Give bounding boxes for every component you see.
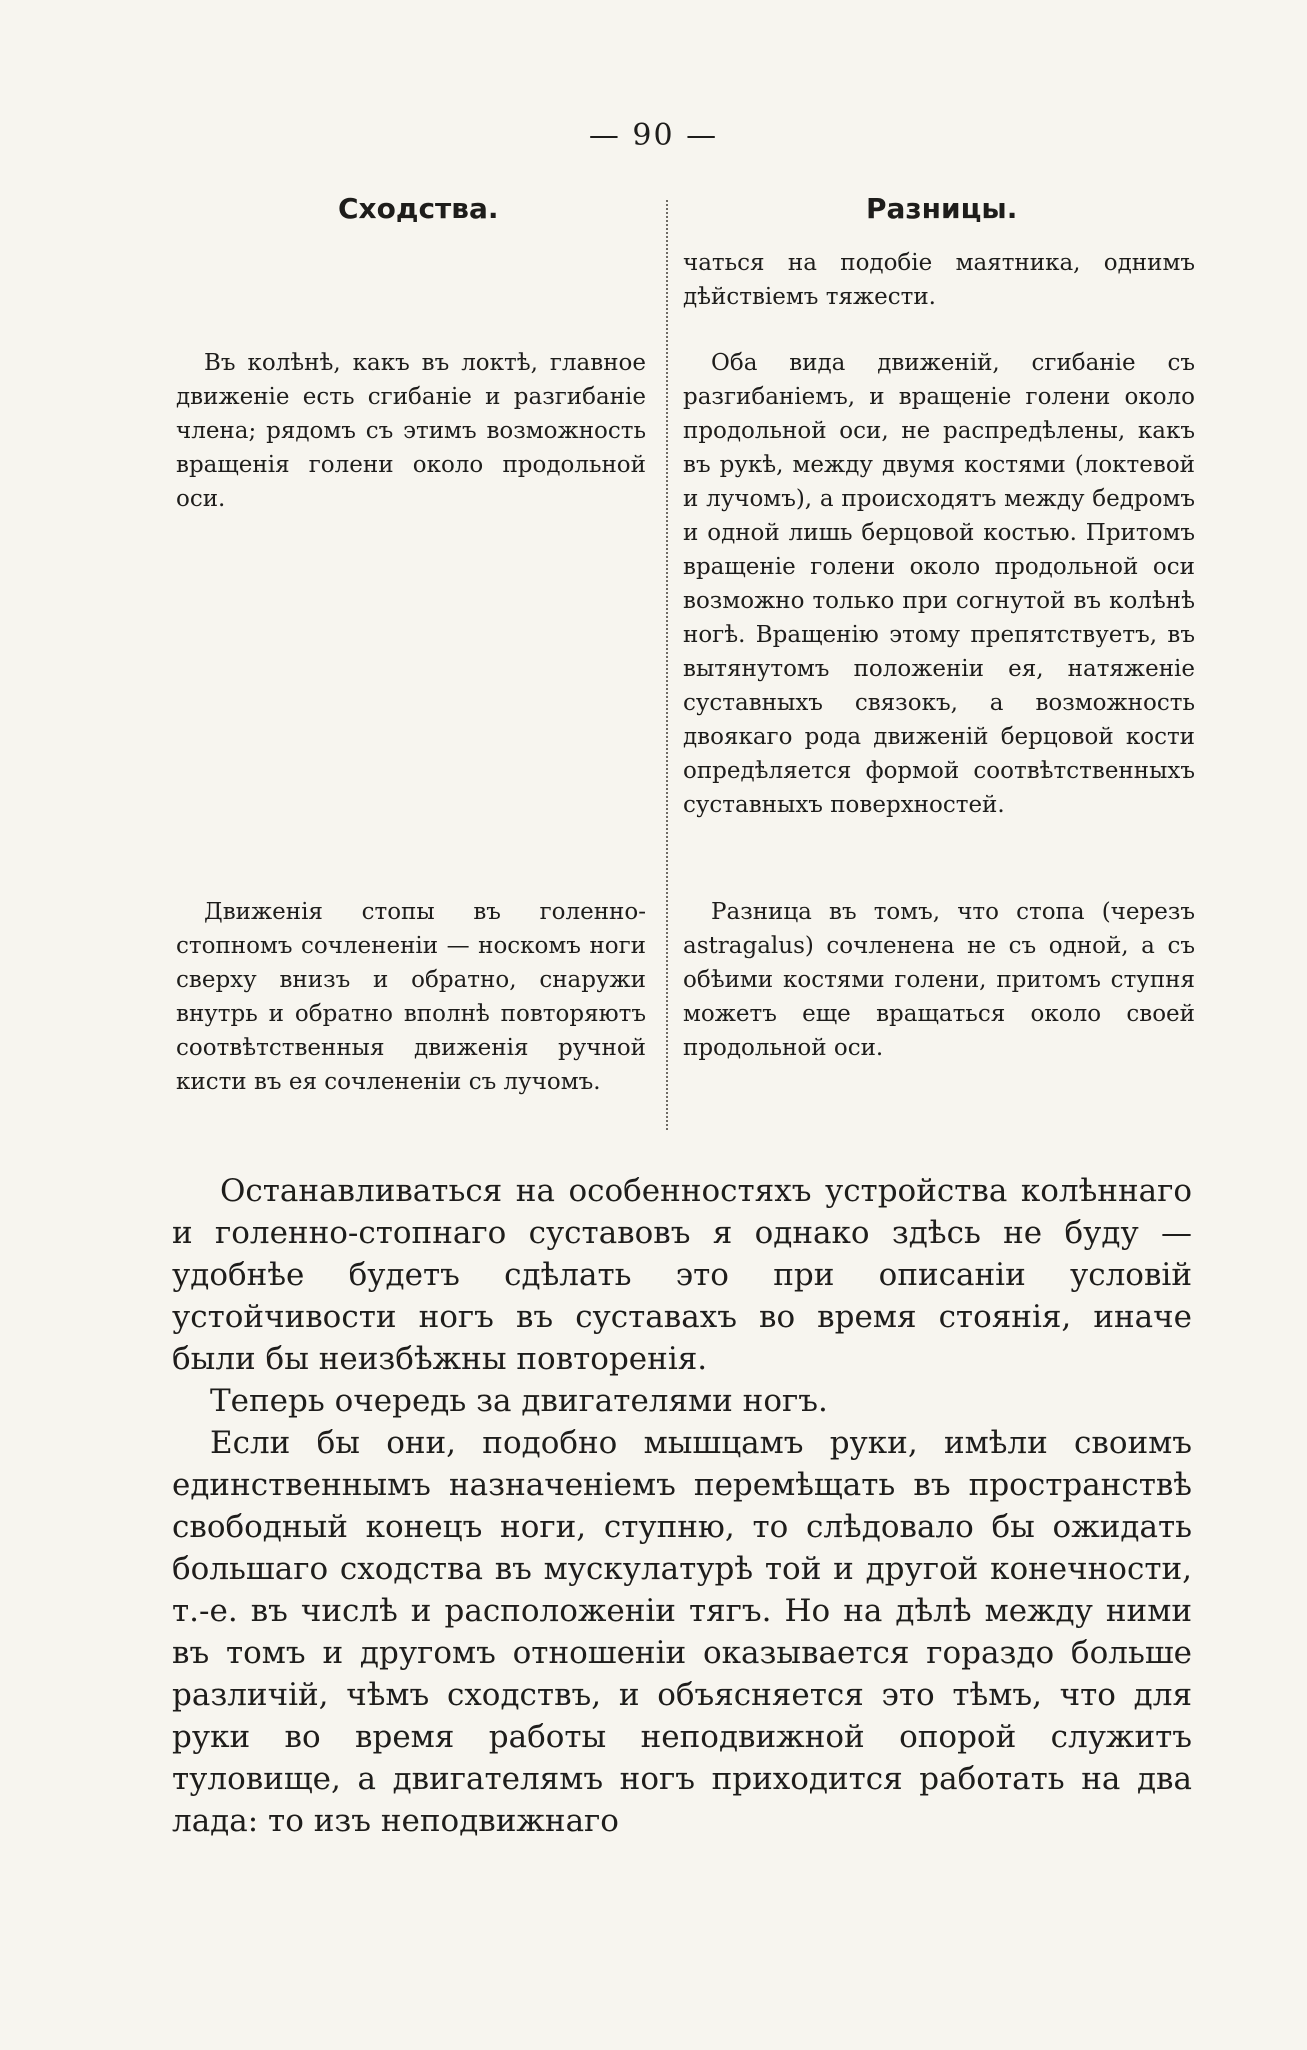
body-paragraph: Останавливаться на особенностяхъ устройства колѣннаго и голенно-стопнаго суставовъ я однако здѣсь не буду — удобнѣе будетъ сдѣлать это при описаніи условій устойчивости ногъ въ суставахъ во время стоянія, иначе были бы неизбѣжны повторенія. — [172, 1173, 1192, 1377]
difference-continuation — [683, 246, 1195, 314]
page-number: — 90 — — [588, 118, 719, 153]
difference-text: Оба вида движеній, сгибаніе съ разгибаніемъ, и вращеніе голени около продольной оси, не распредѣлены, какъ въ рукѣ, между двумя костями (локтевой и лучомъ), а происходятъ между бедромъ и одной лишь берцовой костью. Притомъ вращеніе голени около продольной оси возможно только при согнутой въ колѣнѣ ногѣ. Вращенію этому препятствуетъ, въ вытянутомъ положеніи ея, натяженіе суставныхъ связокъ, а возможность двоякаго рода движеній берцовой кости опредѣляется формой соотвѣтственныхъ суставныхъ поверхностей. — [683, 350, 1195, 818]
body-paragraph: Теперь очередь за двигателями ногъ. — [210, 1383, 828, 1419]
similarity-text: Движенія стопы въ голенно-стопномъ сочлененіи — носкомъ ноги сверху внизъ и обратно, снаружи внутрь и обратно вполнѣ повторяютъ соотвѣтственныя движенія ручной кисти въ ея сочлененіи съ лучомъ. — [176, 899, 646, 1095]
difference-foot — [683, 895, 1195, 1065]
body-paragraph: Если бы они, подобно мышцамъ руки, имѣли своимъ единственнымъ назначеніемъ перемѣщать въ пространствѣ свободный конецъ ноги, ступню, то слѣдовало бы ожидать большаго сходства въ мускулатурѣ той и другой конечности, т.-е. въ числѣ и расположеніи тягъ. Но на дѣлѣ между ними въ томъ и другомъ отношеніи оказывается гораздо больше различій, чѣмъ сходствъ, и объясняется это тѣмъ, что для руки во время работы неподвижной опорой служитъ туловище, а двигателямъ ногъ приходится работать на два лада: то изъ неподвижнаго — [172, 1425, 1192, 1839]
column-divider — [666, 200, 668, 1130]
difference-text: Разница въ томъ, что стопа (черезъ astragalus) сочленена не съ одной, а съ обѣими костями голени, притомъ ступня можетъ еще вращаться около своей продольной оси. — [683, 899, 1195, 1061]
body-text — [172, 1170, 1192, 1842]
difference-continuation-text: чаться на подобіе маятника, однимъ дѣйствіемъ тяжести. — [683, 250, 1195, 310]
similarities-heading: Сходства. — [338, 192, 499, 225]
similarity-text: Въ колѣнѣ, какъ въ локтѣ, главное движеніе есть сгибаніе и разгибаніе члена; рядомъ съ этимъ возможность вращенія голени около продольной оси. — [176, 350, 646, 512]
similarity-foot — [176, 895, 646, 1099]
differences-heading: Разницы. — [866, 192, 1018, 225]
difference-knee — [683, 346, 1195, 822]
similarity-knee — [176, 346, 646, 516]
